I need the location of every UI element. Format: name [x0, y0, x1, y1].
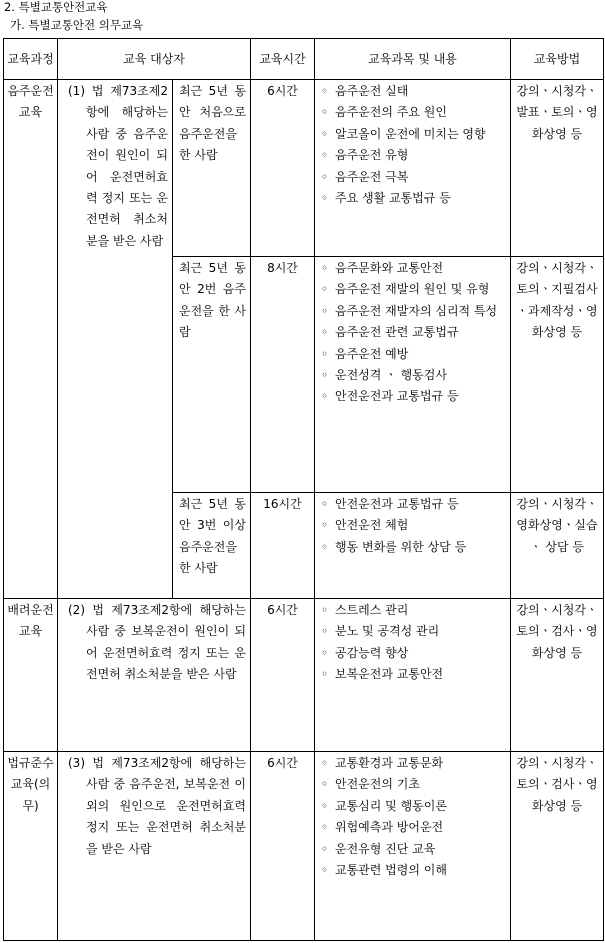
sub-target-cell: 최근 5년 동안 2번 음주운전을 한 사람: [173, 257, 251, 493]
hours-cell: 6시간: [251, 599, 315, 752]
content-cell: [315, 752, 511, 941]
content-item: ◦ 보복운전과 교통안전: [319, 664, 507, 685]
target-cell: [58, 752, 251, 941]
content-item: ◦ 위험예측과 방어운전: [319, 817, 507, 838]
header-hours: 교육시간: [251, 39, 315, 80]
content-item: ◦ 음주운전의 주요 원인: [319, 102, 507, 123]
content-item: ◦ 행동 변화를 위한 상담 등: [319, 537, 507, 558]
method-cell: 강의ㆍ시청각ㆍ토의ㆍ검사ㆍ영화상영 등: [511, 599, 604, 752]
course-cell: 법규준수교육(의무): [4, 752, 58, 941]
table-row: [4, 752, 604, 941]
table-row: [4, 80, 604, 257]
content-item: ◦ 분노 및 공격성 관리: [319, 621, 507, 642]
content-cell: [315, 599, 511, 752]
header-method: 교육방법: [511, 39, 604, 80]
content-item: ◦ 음주운전 재발의 원인 및 유형: [319, 279, 507, 300]
target-cell: [58, 80, 173, 599]
content-item: ◦ 안전운전 체험: [319, 515, 507, 536]
content-item: ◦ 음주운전 재발자의 심리적 특성: [319, 301, 507, 322]
header-target: 교육 대상자: [58, 39, 251, 80]
content-item: ◦ 알코올이 운전에 미치는 영향: [319, 124, 507, 145]
header-course: 교육과정: [4, 39, 58, 80]
header-row: [4, 39, 604, 80]
subsection-title: 가. 특별교통안전 의무교육: [10, 18, 144, 32]
method-cell: 강의ㆍ시청각ㆍ영화상영ㆍ실습 ㆍ 상담 등: [511, 493, 604, 599]
education-table: [3, 38, 604, 941]
content-item: ◦ 음주운전 실태: [319, 81, 507, 102]
course-cell: 음주운전교육: [4, 80, 58, 599]
content-list: [319, 81, 507, 209]
content-list: [319, 600, 507, 686]
content-item: ◦ 안전운전과 교통법규 등: [319, 386, 507, 407]
content-item: ◦ 음주운전 극복: [319, 167, 507, 188]
table-row: [4, 599, 604, 752]
target-text: (3) 법 제73조제2항에 해당하는 사람 중 음주운전, 보복운전 이외의 원인으로 운전면허효력 정지 또는 운전면허 취소처분을 받은 사람: [68, 756, 246, 856]
content-item: ◦ 교통환경과 교통문화: [319, 753, 507, 774]
content-item: ◦ 스트레스 관리: [319, 600, 507, 621]
content-list: [319, 753, 507, 881]
content-cell: [315, 493, 511, 599]
content-item: ◦ 음주운전 관련 교통법규: [319, 322, 507, 343]
method-cell: 강의ㆍ시청각ㆍ토의ㆍ검사ㆍ영화상영 등: [511, 752, 604, 941]
content-item: ◦ 안전운전의 기초: [319, 774, 507, 795]
method-cell: 강의ㆍ시청각ㆍ토의ㆍ지필검사ㆍ과제작성ㆍ영화상영 등: [511, 257, 604, 493]
content-item: ◦ 운전성격 ㆍ 행동검사: [319, 365, 507, 386]
content-item: ◦ 공감능력 향상: [319, 643, 507, 664]
content-cell: [315, 80, 511, 257]
target-text: (1) 법 제73조제2항에 해당하는 사람 중 음주운전이 원인이 되어 운전면허효력 정지 또는 운전면허 취소처분을 받은 사람: [68, 84, 168, 248]
content-list: [319, 258, 507, 408]
content-item: ◦ 음주운전 예방: [319, 344, 507, 365]
hours-cell: 8시간: [251, 257, 315, 493]
sub-target-cell: 최근 5년 동안 처음으로 음주운전을 한 사람: [173, 80, 251, 257]
method-cell: 강의ㆍ시청각ㆍ발표ㆍ토의ㆍ영화상영 등: [511, 80, 604, 257]
content-item: ◦ 교통관련 법령의 이해: [319, 860, 507, 881]
sub-target-cell: 최근 5년 동안 3번 이상 음주운전을 한 사람: [173, 493, 251, 599]
hours-cell: 6시간: [251, 80, 315, 257]
content-cell: [315, 257, 511, 493]
content-item: ◦ 음주운전 유형: [319, 145, 507, 166]
content-item: ◦ 음주문화와 교통안전: [319, 258, 507, 279]
course-cell: 배려운전교육: [4, 599, 58, 752]
content-list: [319, 494, 507, 558]
content-item: ◦ 주요 생활 교통법규 등: [319, 188, 507, 209]
content-item: ◦ 운전유형 진단 교육: [319, 839, 507, 860]
target-text: (2) 법 제73조제2항에 해당하는 사람 중 보복운전이 원인이 되어 운전면허효력 정지 또는 운전면허 취소처분을 받은 사람: [68, 603, 246, 682]
content-item: ◦ 교통심리 및 행동이론: [319, 796, 507, 817]
content-item: ◦ 안전운전과 교통법규 등: [319, 494, 507, 515]
header-content: 교육과목 및 내용: [315, 39, 511, 80]
target-cell: [58, 599, 251, 752]
section-title: 2. 특별교통안전교육: [4, 0, 108, 14]
hours-cell: 16시간: [251, 493, 315, 599]
hours-cell: 6시간: [251, 752, 315, 941]
